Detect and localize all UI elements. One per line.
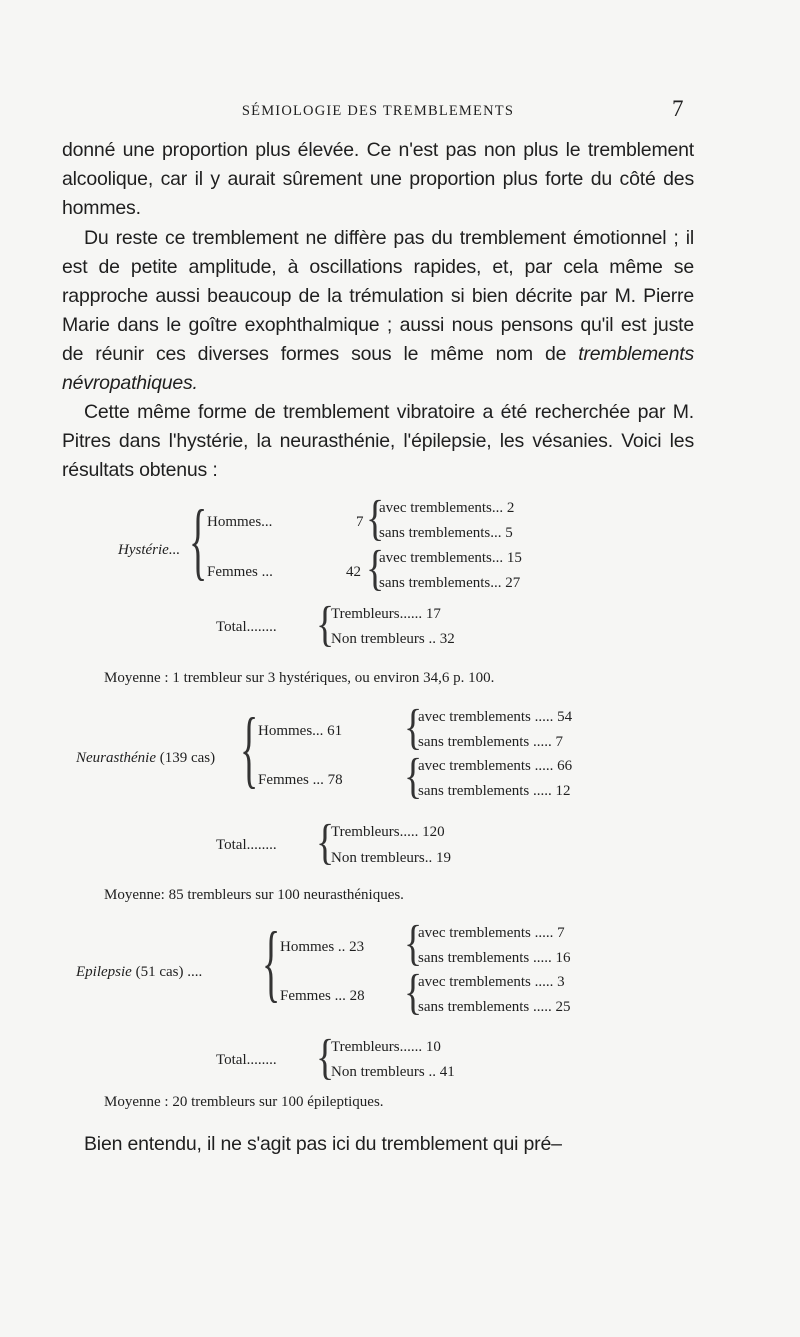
neurasthenie-women-without: sans tremblements ..... 12 xyxy=(418,783,571,799)
brace-icon: { xyxy=(240,701,259,798)
neurasthenie-women-label: Femmes ... 78 xyxy=(258,772,343,788)
hysterie-women-count: 42 xyxy=(346,564,361,580)
neurasthenie-label: Neurasthénie xyxy=(76,750,156,766)
hysterie-men-count: 7 xyxy=(356,514,364,530)
neurasthenie-men-label: Hommes... 61 xyxy=(258,723,343,739)
hysterie-men-label: Hommes... xyxy=(207,514,273,530)
epilepsie-trembleurs: Trembleurs...... 10 xyxy=(331,1039,441,1055)
neurasthenie-label-group xyxy=(76,746,215,770)
hysterie-men-without: sans tremblements... 5 xyxy=(379,525,513,541)
epilepsie-non-trembleurs: Non trembleurs .. 41 xyxy=(331,1064,455,1080)
brace-icon: { xyxy=(404,749,423,804)
brace-icon: { xyxy=(262,915,281,1012)
epilepsie-men-label: Hommes .. 23 xyxy=(280,939,365,955)
neurasthenie-trembleurs: Trembleurs..... 120 xyxy=(331,824,445,840)
hysterie-non-trembleurs: Non trembleurs .. 32 xyxy=(331,631,455,647)
paragraph-3 xyxy=(62,398,694,485)
paragraph-3-text: Cette même forme de tremblement vibratoire a été recherchée par M. Pitres dans l'hystérie, la neurasthénie, l'épilepsie, les vésanies. Voici les résultats obtenus : xyxy=(62,401,694,481)
brace-icon: { xyxy=(316,1030,335,1085)
paragraph-4 xyxy=(62,1130,694,1159)
paragraph-1-text: donné une proportion plus élevée. Ce n'est pas non plus le tremblement alcoolique, car il y aurait sûrement une proportion plus forte du côté des hommes. xyxy=(62,139,694,219)
paragraph-2-emphasis: tremblements névropathiques. xyxy=(62,342,694,394)
neurasthenie-non-trembleurs: Non trembleurs.. 19 xyxy=(331,850,451,866)
neurasthenie-men-with: avec tremblements ..... 54 xyxy=(418,709,573,725)
epilepsie-men-with: avec tremblements ..... 7 xyxy=(418,925,565,941)
hysterie-women-with: avec tremblements... 15 xyxy=(379,550,522,566)
brace-icon: { xyxy=(404,700,423,755)
brace-icon: { xyxy=(366,491,385,546)
epilepsie-women-with: avec tremblements ..... 3 xyxy=(418,974,565,990)
brace-icon: { xyxy=(404,965,423,1020)
paragraph-2-body: Du reste ce tremblement ne diffère pas du tremblement émotionnel ; il est de petite amplitude, à oscillations rapides, et, par cela même se rapproche aussi beaucoup de la trémulation si bien décrite par M. Pierre Marie dans le goître exophthalmique ; aussi nous pensons qu'il est juste de réunir ces diverses formes sous le même nom de xyxy=(62,227,694,365)
brace-icon: { xyxy=(316,815,335,870)
brace-icon: { xyxy=(404,916,423,971)
epilepsie-count: (51 cas) .... xyxy=(135,964,203,980)
neurasthenie-men-without: sans tremblements ..... 7 xyxy=(418,734,563,750)
brace-icon: { xyxy=(316,597,335,652)
hysterie-women-without: sans tremblements... 27 xyxy=(379,575,521,591)
paragraph-1 xyxy=(62,136,694,223)
hysterie-trembleurs: Trembleurs...... 17 xyxy=(331,606,441,622)
neurasthenie-count: (139 cas) xyxy=(159,750,216,766)
epilepsie-women-without: sans tremblements ..... 25 xyxy=(418,999,571,1015)
epilepsie-total-label: Total........ xyxy=(216,1052,277,1068)
hysterie-total-label: Total........ xyxy=(216,619,277,635)
hysterie-moyenne: Moyenne : 1 trembleur sur 3 hystériques, ou environ 34,6 p. 100. xyxy=(104,670,495,686)
paragraph-2-text xyxy=(62,224,694,397)
epilepsie-label: Epilepsie xyxy=(76,964,132,980)
brace-icon: { xyxy=(189,493,208,590)
paragraph-2 xyxy=(62,224,694,397)
hysterie-men-with: avec tremblements... 2 xyxy=(379,500,515,516)
page-number: 7 xyxy=(672,96,684,121)
epilepsie-moyenne: Moyenne : 20 trembleurs sur 100 épileptiques. xyxy=(104,1094,384,1110)
neurasthenie-total-label: Total........ xyxy=(216,837,277,853)
hysterie-women-label: Femmes ... xyxy=(207,564,273,580)
epilepsie-women-label: Femmes ... 28 xyxy=(280,988,365,1004)
epilepsie-label-group xyxy=(76,960,202,984)
neurasthenie-moyenne: Moyenne: 85 trembleurs sur 100 neurasthéniques. xyxy=(104,887,404,903)
paragraph-4-text: Bien entendu, il ne s'agit pas ici du tremblement qui pré– xyxy=(84,1133,562,1155)
running-title: SÉMIOLOGIE DES TREMBLEMENTS xyxy=(241,103,515,119)
epilepsie-men-without: sans tremblements ..... 16 xyxy=(418,950,571,966)
brace-icon: { xyxy=(366,541,385,596)
neurasthenie-women-with: avec tremblements ..... 66 xyxy=(418,758,573,774)
hysterie-label: Hystérie... xyxy=(118,542,181,558)
